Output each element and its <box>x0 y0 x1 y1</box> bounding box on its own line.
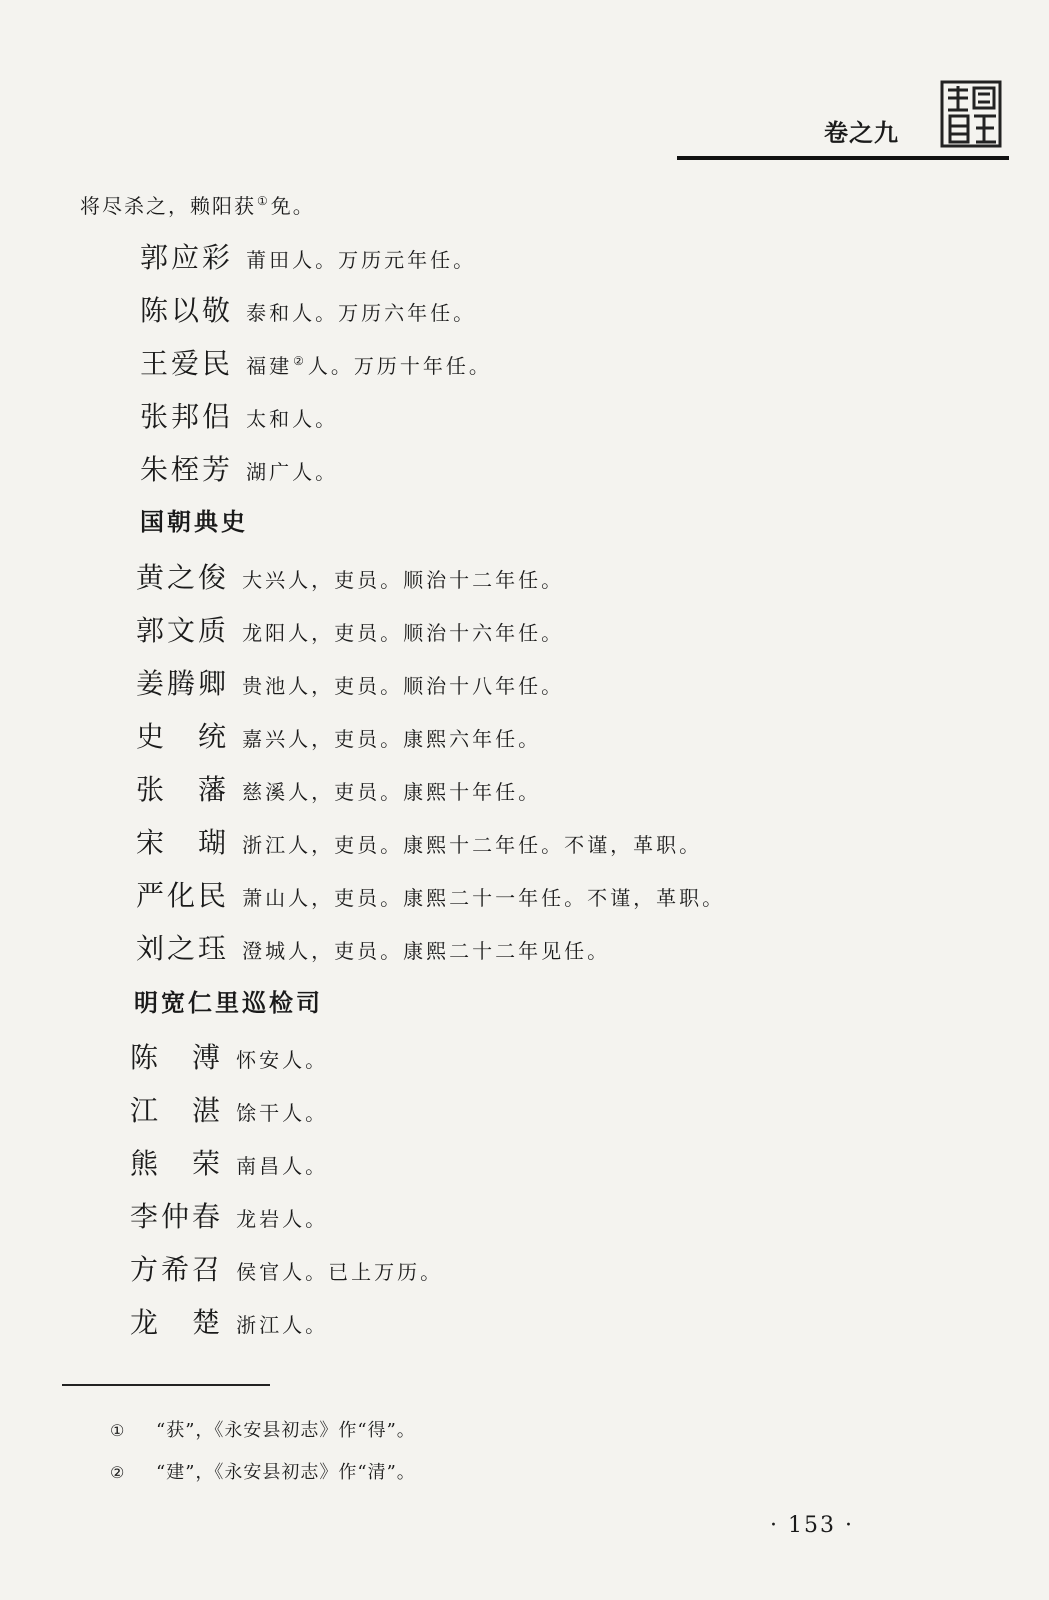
section-heading: 国朝典史 <box>140 508 248 536</box>
official-name: 张邦侣 <box>140 400 234 433</box>
official-entry <box>130 1248 443 1288</box>
official-entry <box>136 927 610 967</box>
continuation-line <box>80 190 315 219</box>
chapter-title: 卷之九 <box>824 119 899 147</box>
official-name: 陈 溥 <box>130 1041 224 1074</box>
official-name: 黄之俊 <box>136 561 230 594</box>
official-entry <box>136 715 541 755</box>
official-entry <box>140 448 338 488</box>
official-entry <box>130 1301 328 1341</box>
footnote-mark: ① <box>110 1421 126 1440</box>
official-entry <box>130 1089 328 1129</box>
official-desc: 太和人。 <box>246 407 339 431</box>
official-name: 史 统 <box>136 720 230 753</box>
official-desc: 澄城人，吏员。康熙二十二年见任。 <box>242 939 611 963</box>
official-desc: 馀干人。 <box>236 1101 329 1125</box>
official-desc: 侯官人。已上万历。 <box>236 1260 444 1284</box>
official-entry <box>136 609 564 649</box>
official-name: 郭应彩 <box>140 241 234 274</box>
official-name: 陈以敬 <box>140 294 234 327</box>
official-name: 李仲春 <box>130 1200 224 1233</box>
official-name: 郭文质 <box>136 614 230 647</box>
seal-icon <box>940 80 1002 148</box>
footnote-1 <box>110 1416 416 1442</box>
continuation-text-end: 免。 <box>270 194 315 218</box>
official-desc: 泰和人。万历六年任。 <box>246 301 477 325</box>
official-entry <box>140 289 476 329</box>
official-name: 宋 瑚 <box>136 826 230 859</box>
official-desc: 浙江人。 <box>236 1313 329 1337</box>
official-entry <box>136 768 541 808</box>
official-name: 严化民 <box>136 879 230 912</box>
footnote-text: “获”，《永安县初志》作“得”。 <box>156 1420 416 1441</box>
official-name: 王爱民 <box>140 347 234 380</box>
footnote-ref-1[interactable]: ① <box>257 194 270 208</box>
official-entry <box>136 874 725 914</box>
page-number: · 153 · <box>770 1513 854 1538</box>
official-name: 姜腾卿 <box>136 667 230 700</box>
official-entry <box>140 342 492 382</box>
official-desc: 大兴人，吏员。顺治十二年任。 <box>242 568 565 592</box>
official-name: 江 湛 <box>130 1094 224 1127</box>
official-desc: 龙岩人。 <box>236 1207 329 1231</box>
footnote-mark: ② <box>110 1463 126 1482</box>
official-desc: 浙江人，吏员。康熙十二年任。不谨，革职。 <box>242 833 703 857</box>
official-entry <box>140 395 338 435</box>
official-name: 朱桎芳 <box>140 453 234 486</box>
official-entry <box>140 236 476 276</box>
continuation-text: 将尽杀之，赖阳获 <box>80 194 256 218</box>
header-rule <box>677 156 1009 160</box>
official-desc-rest: 人。万历十年任。 <box>307 354 492 378</box>
official-desc: 莆田人。万历元年任。 <box>246 248 477 272</box>
official-entry <box>130 1195 328 1235</box>
official-entry <box>136 556 564 596</box>
official-desc: 贵池人，吏员。顺治十八年任。 <box>242 674 565 698</box>
official-desc: 怀安人。 <box>236 1048 329 1072</box>
official-name: 刘之珏 <box>136 932 230 965</box>
official-entry <box>130 1142 328 1182</box>
official-desc: 湖广人。 <box>246 460 339 484</box>
official-name: 熊 荣 <box>130 1147 224 1180</box>
official-desc <box>246 354 492 378</box>
official-entry <box>136 821 702 861</box>
official-desc: 萧山人，吏员。康熙二十一年任。不谨，革职。 <box>242 886 726 910</box>
official-desc-origin: 福建 <box>246 354 293 378</box>
footnote-text: “建”，《永安县初志》作“清”。 <box>156 1462 416 1483</box>
footnote-rule <box>62 1384 270 1386</box>
official-desc: 南昌人。 <box>236 1154 329 1178</box>
official-desc: 龙阳人，吏员。顺治十六年任。 <box>242 621 565 645</box>
footnote-ref-2[interactable]: ② <box>293 354 307 368</box>
official-name: 龙 楚 <box>130 1306 224 1339</box>
official-name: 张 藩 <box>136 773 230 806</box>
official-name: 方希召 <box>130 1253 224 1286</box>
section-heading: 明宽仁里巡检司 <box>134 989 323 1017</box>
footnote-2 <box>110 1458 416 1484</box>
official-entry <box>136 662 564 702</box>
official-desc: 慈溪人，吏员。康熙十年任。 <box>242 780 542 804</box>
official-entry <box>130 1036 328 1076</box>
official-desc: 嘉兴人，吏员。康熙六年任。 <box>242 727 542 751</box>
